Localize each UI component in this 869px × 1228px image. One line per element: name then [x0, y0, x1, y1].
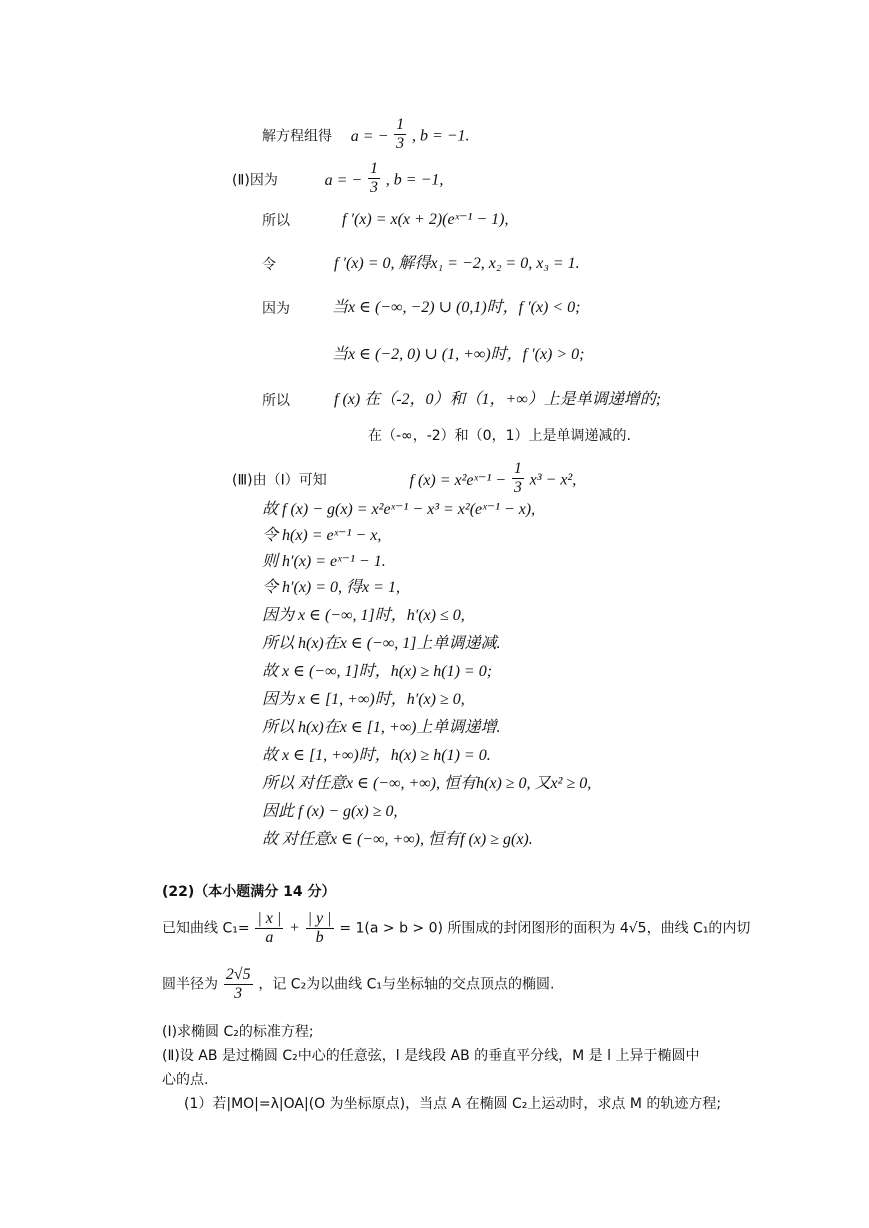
math-expression: x³ − x², [529, 471, 577, 489]
question-2-line-1: (Ⅱ)设 AB 是过椭圆 C₂中心的任意弦，l 是线段 AB 的垂直平分线，M 是 l 上异于椭圆中 [162, 1048, 700, 1064]
math-operator: + [289, 919, 300, 937]
solution-line-6 [332, 344, 585, 365]
fraction-denominator: b [315, 929, 324, 946]
solution-line-3 [262, 210, 509, 231]
line-label: 解方程组得 [262, 128, 332, 145]
math-expression: , b = −1. [411, 127, 470, 145]
solution-line-8 [368, 425, 631, 446]
math-expression: 在（-∞，-2）和（0，1）上是单调递减的. [368, 428, 631, 444]
fraction [255, 910, 283, 947]
fraction-denominator: 3 [396, 135, 405, 152]
fraction-denominator: 3 [513, 479, 522, 496]
problem-text: 圆半径为 [162, 976, 218, 993]
fraction-denominator: 3 [234, 985, 243, 1002]
problem-heading: (22)（本小题满分 14 分） [162, 884, 336, 900]
solution-line-19: 故 x ∈ [1, +∞)时，h(x) ≥ h(1) = 0. [262, 747, 491, 764]
line-label: 令 [262, 257, 276, 273]
solution-line-4 [262, 254, 580, 275]
fraction-numerator: 1 [396, 116, 405, 133]
problem-text: ，记 C₂为以曲线 C₁与坐标轴的交点顶点的椭圆. [258, 976, 555, 993]
problem-paragraph-2 [162, 966, 554, 1003]
math-expression: , b = −1, [385, 171, 444, 189]
math-expression: f (x) = x²eˣ⁻¹ − [409, 471, 507, 489]
problem-text: 已知曲线 C₁= [162, 920, 250, 937]
fraction [394, 116, 406, 153]
fraction-numerator: | x | [257, 910, 282, 927]
solution-line-15: 所以 h(x)在x ∈ (−∞, 1]上单调递减. [262, 635, 501, 652]
line-label: (Ⅱ)因为 [232, 172, 278, 189]
question-2-line-2: 心的点. [162, 1072, 209, 1088]
solution-line-17: 因为 x ∈ [1, +∞)时，h′(x) ≥ 0, [262, 691, 465, 708]
fraction-numerator: | y | [307, 910, 332, 927]
fraction-denominator: a [265, 929, 274, 946]
question-1: (Ⅰ)求椭圆 C₂的标准方程; [162, 1024, 314, 1040]
solution-line-9 [232, 462, 576, 499]
solution-line-13: 令 h′(x) = 0, 得x = 1, [262, 579, 400, 596]
math-expression: 当x ∈ (−∞, −2) ∪ (0,1)时，f ′(x) < 0; [332, 299, 581, 316]
solution-line-16: 故 x ∈ (−∞, 1]时，h(x) ≥ h(1) = 0; [262, 663, 493, 680]
fraction-denominator: 3 [369, 179, 378, 196]
solution-line-7 [262, 390, 662, 411]
fraction [306, 910, 334, 947]
problem-paragraph-1 [162, 910, 750, 947]
solution-line-14: 因为 x ∈ (−∞, 1]时，h′(x) ≤ 0, [262, 607, 465, 624]
solution-line-21: 因此 f (x) − g(x) ≥ 0, [262, 803, 398, 820]
line-label: 所以 [262, 393, 290, 409]
solution-line-10: 故 f (x) − g(x) = x²eˣ⁻¹ − x³ = x²(eˣ⁻¹ − x), [262, 501, 536, 518]
math-expression: f (x) 在（-2，0）和（1，+∞）上是单调递增的; [334, 391, 662, 408]
fraction [512, 460, 524, 497]
solution-line-20: 所以 对任意x ∈ (−∞, +∞), 恒有h(x) ≥ 0, 又x² ≥ 0, [262, 775, 592, 792]
solution-line-1 [262, 118, 470, 155]
fraction [368, 160, 380, 197]
solution-line-11: 令 h(x) = eˣ⁻¹ − x, [262, 527, 382, 544]
solution-line-12: 则 h′(x) = eˣ⁻¹ − 1. [262, 553, 386, 570]
math-expression: f ′(x) = 0, 解得x₁ = −2, x₂ = 0, x₃ = 1. [334, 255, 580, 272]
fraction-numerator: 1 [369, 160, 378, 177]
math-expression: 当x ∈ (−2, 0) ∪ (1, +∞)时，f ′(x) > 0; [332, 346, 585, 363]
fraction-numerator: 1 [513, 460, 522, 477]
fraction [224, 966, 253, 1003]
question-2-sub-1: (1）若|MO|=λ|OA|(O 为坐标原点)，当点 A 在椭圆 C₂上运动时，求点 M 的轨迹方程; [184, 1096, 722, 1112]
solution-line-18: 所以 h(x)在x ∈ [1, +∞)上单调递增. [262, 719, 501, 736]
line-label: 因为 [262, 301, 290, 317]
math-expression: a = − [350, 127, 389, 145]
line-label: (Ⅲ)由（Ⅰ）可知 [232, 472, 327, 489]
solution-line-2 [232, 162, 443, 199]
solution-line-5 [262, 298, 581, 319]
math-expression: f ′(x) = x(x + 2)(eˣ⁻¹ − 1), [342, 211, 509, 228]
solution-line-22: 故 对任意x ∈ (−∞, +∞), 恒有f (x) ≥ g(x). [262, 831, 533, 848]
fraction-numerator: 2√5 [225, 966, 251, 983]
line-label: 所以 [262, 213, 290, 229]
math-expression: a = − [324, 171, 363, 189]
problem-text: = 1(a > b > 0) 所围成的封闭图形的面积为 4√5，曲线 C₁的内切 [339, 920, 751, 937]
